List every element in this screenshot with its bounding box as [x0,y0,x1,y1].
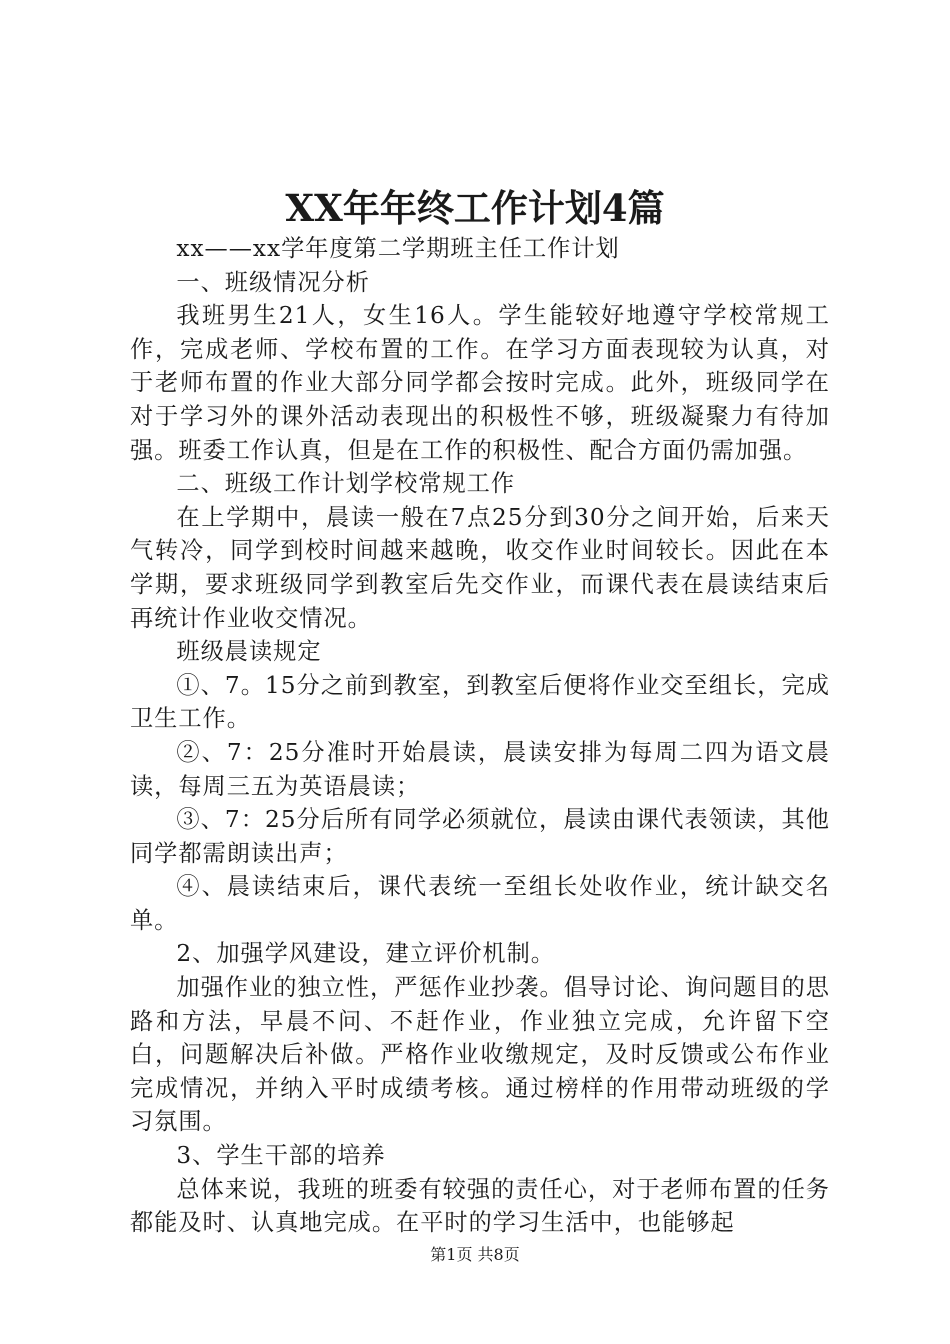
rule-item-3: ③、7：25分后所有同学必须就位，晨读由课代表领读，其他同学都需朗读出声； [130,806,830,867]
page-footer: 第1页 共8页 [430,1245,520,1264]
paragraph-study-style: 加强作业的独立性，严惩作业抄袭。倡导讨论、询问题目的思路和方法，早晨不问、不赶作业，作业独立完成，允许留下空白，问题解决后补做。严格作业收缴规定，及时反馈或公布作业完成情况，并纳入平时成绩考核。通过榜样的作用带动班级的学习氛围。 [130,974,830,1136]
rule-item-2: ②、7：25分准时开始晨读，晨读安排为每周二四为语文晨读，每周三五为英语晨读； [130,738,830,800]
heading-student-cadres: 3、学生干部的培养 [176,1142,386,1170]
heading-morning-reading-rules: 班级晨读规定 [176,638,322,666]
page-title: XX年年终工作计划4篇 [285,186,665,230]
paragraph-subtitle: xx——xx学年度第二学期班主任工作计划 [176,235,620,262]
document-body [130,232,830,1240]
section-heading-work-plan: 二、班级工作计划学校常规工作 [176,470,516,498]
heading-study-style: 2、加强学风建设，建立评价机制。 [176,940,555,968]
paragraph-student-cadres: 总体来说，我班的班委有较强的责任心，对于老师布置的任务都能及时、认真地完成。在平时的学习生活中，也能够起 [130,1175,830,1237]
section-heading-class-analysis: 一、班级情况分析 [176,268,370,296]
rule-item-1: ①、7。15分之前到教室，到教室后便将作业交至组长，完成卫生工作。 [130,671,830,733]
paragraph-morning-reading: 在上学期中，晨读一般在7点25分到30分之间开始，后来天气转冷，同学到校时间越来越晚，收交作业时间较长。因此在本学期，要求班级同学到教室后先交作业，而课代表在晨读结束后再统计作业收交情况。 [130,503,830,632]
paragraph-class-analysis: 我班男生21人，女生16人。学生能较好地遵守学校常规工作，完成老师、学校布置的工作。在学习方面表现较为认真，对于老师布置的作业大部分同学都会按时完成。此外，班级同学在对于学习外的课外活动表现出的积极性不够，班级凝聚力有待加强。班委工作认真，但是在工作的积极性、配合方面仍需加强。 [130,302,830,464]
rule-item-4: ④、晨读结束后，课代表统一至组长处收作业，统计缺交名单。 [130,873,830,934]
